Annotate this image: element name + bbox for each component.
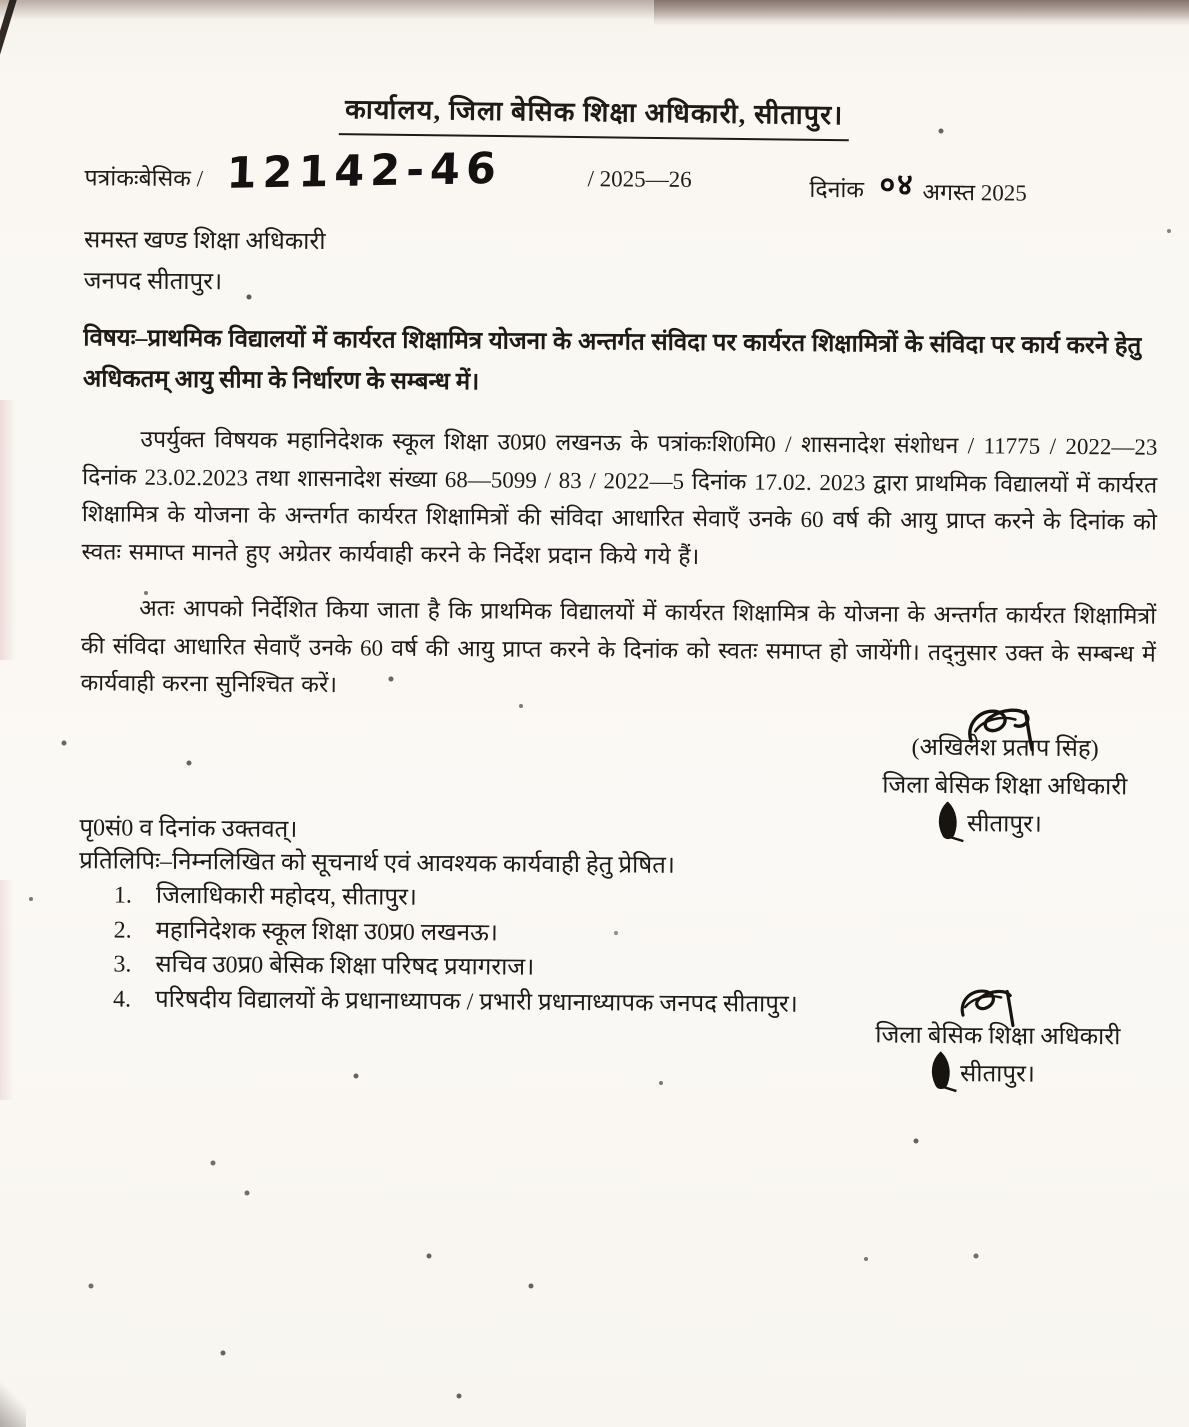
recipient-text: सचिव उ0प्र0 बेसिक शिक्षा परिषद प्रयागराज। [155, 951, 535, 981]
pen-stroke-icon [933, 801, 967, 843]
list-item [114, 878, 799, 918]
signatory-designation: जिला बेसिक शिक्षा अधिकारी [875, 1022, 1121, 1051]
endorsement-copy-line: प्रतिलिपिः–निम्नलिखित को सूचनार्थ एवं आवश्यक कार्यवाही हेतु प्रेषित। [79, 848, 676, 879]
signatory-place: सीतापुर। [959, 1061, 1036, 1088]
signatory-name: (अखिलेश प्रताप सिंह) [911, 734, 1099, 763]
date-label: दिनांक [809, 176, 865, 203]
signature-block-1 [844, 728, 1165, 845]
signatory-place-wrap [960, 1055, 1035, 1094]
date-month-year: अगस्त 2025 [922, 179, 1027, 206]
recipient-text: महानिदेशक स्कूल शिक्षा उ0प्र0 लखनऊ। [155, 917, 499, 946]
body-paragraph-1: उपर्युक्त विषयक महानिदेशक स्कूल शिक्षा उ0प्र0 लखनऊ के पत्रांकःशि0मि0 / शासनादेश संशोधन / 11775 / 2022—23 दिनांक 23.02.2023 तथा शासनादेश संख्या 68—5099 / 83 / 2022—5 दिनांक 17.02. 2023 द्वारा प्राथमिक विद्यालयों में कार्यरत शिक्षामित्र के योजना के अन्तर्गत कार्यरत शिक्षामित्रों की संविदा आधारित सेवाएँ उनके 60 वर्ष की आयु प्राप्त करने के दिनांक को स्वतः समाप्त मानते हुए अग्रेतर कार्यवाही करने के निर्देश प्रदान किये गये हैं। [81, 426, 1158, 569]
letter-number-prefix: पत्रांकःबेसिक / [84, 165, 204, 192]
addressee-line-2: जनपद सीतापुर। [83, 268, 223, 296]
list-number: 3. [113, 951, 132, 978]
recipient-text: जिलाधिकारी महोदय, सीतापुर। [155, 882, 418, 911]
signature-block-2 [832, 1016, 1163, 1095]
list-number: 2. [113, 916, 132, 944]
recipient-text: परिषदीय विद्यालयों के प्रधानाध्यापक / प्रभारी प्रधानाध्यापक जनपद सीतापुर। [154, 986, 798, 1018]
addressee-block [84, 220, 326, 304]
body-paragraph-2: अतः आपको निर्देशित किया जाता है कि प्राथमिक विद्यालयों में कार्यरत शिक्षामित्र के योजना के अन्तर्गत कार्यरत शिक्षामित्रों की संविदा आधारित सेवाएँ उनके 60 वर्ष की आयु प्राप्त करने के दिनांक को स्वतः समाप्त हो जायेंगी। तद्नुसार उक्त के सम्बन्ध में कार्यवाही करना सुनिश्चित करें। [80, 595, 1157, 698]
office-title: कार्यालय, जिला बेसिक शिक्षा अधिकारी, सीतापुर। [339, 89, 850, 141]
signatory-place: सीतापुर। [966, 811, 1043, 838]
list-item [114, 913, 799, 953]
copy-recipient-list [113, 878, 799, 1021]
pen-stroke-icon [926, 1051, 960, 1093]
reference-row [84, 143, 1154, 218]
list-number: 4. [112, 985, 132, 1013]
signatory-designation: जिला बेसिक शिक्षा अधिकारी [882, 772, 1128, 801]
subject-line: विषयः–प्राथमिक विद्यालयों में कार्यरत शिक्षामित्र योजना के अन्तर्गत संविदा पर कार्यरत शिक्षामित्रों के संविदा पर कार्य करने हेतु अधिकतम् आयु सीमा के निर्धारण के सम्बन्ध में। [82, 325, 1142, 396]
handwritten-date: ०४ [879, 167, 915, 203]
list-number: 1. [113, 882, 133, 909]
list-item [113, 947, 798, 987]
letter-year: / 2025—26 [587, 166, 692, 192]
list-item [113, 982, 798, 1022]
handwritten-letter-number: 12142-46 [225, 143, 503, 199]
signatory-place-wrap [967, 805, 1042, 844]
endorsement-ref-line: पृ0सं0 व दिनांक उक्तवत्। [79, 815, 298, 843]
letterhead [0, 88, 1189, 143]
addressee-line-1: समस्त खण्ड शिक्षा अधिकारी [83, 227, 326, 256]
signature-scribble-icon [955, 983, 1025, 1028]
signature-scribble-icon [963, 701, 1049, 754]
